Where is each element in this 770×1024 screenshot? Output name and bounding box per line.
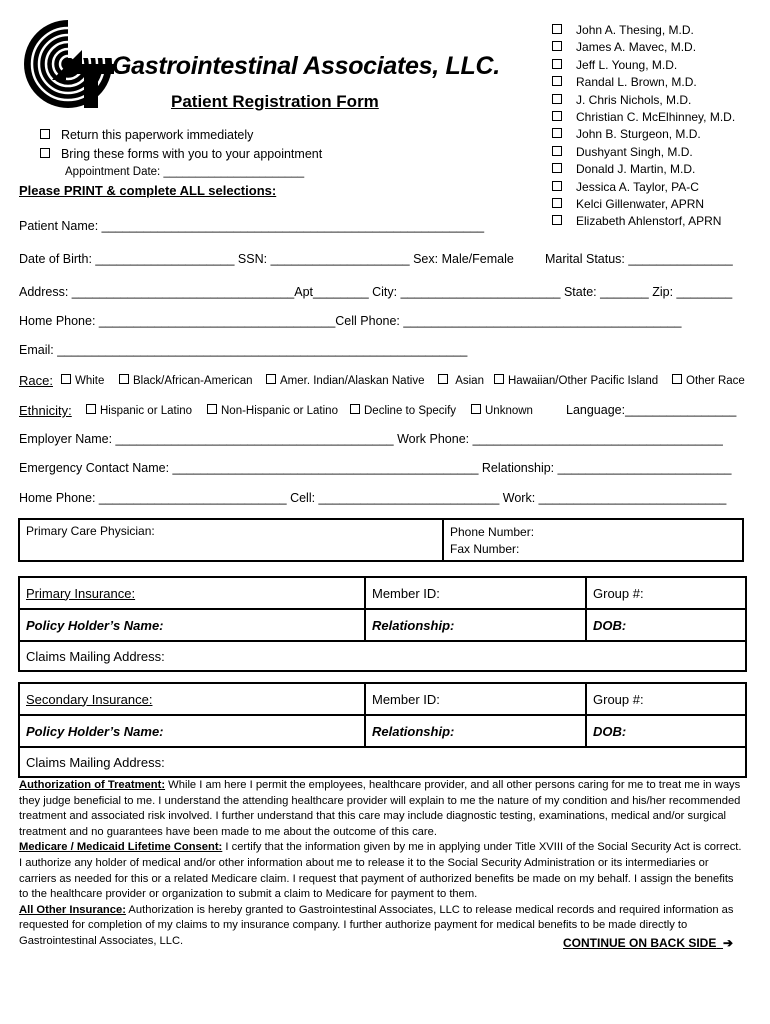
medicare-title: Medicare / Medicaid Lifetime Consent: [19, 841, 223, 854]
doctor-item[interactable]: Christian C. McElhinney, M.D. [552, 109, 735, 126]
instruction: Please PRINT & complete ALL selections: [19, 183, 277, 198]
pcp-box [18, 518, 744, 562]
primary-group[interactable]: Group #: [586, 577, 746, 609]
ethnicity-option[interactable]: Hispanic or Latino [86, 404, 192, 417]
secondary-dob[interactable]: DOB: [586, 715, 746, 747]
doctor-item[interactable]: Elizabeth Ahlenstorf, APRN [552, 213, 735, 230]
ethnicity-option[interactable]: Decline to Specify [350, 404, 456, 417]
ethnicity-label: Ethnicity: [19, 403, 72, 418]
other-insurance-title: All Other Insurance: [19, 903, 126, 916]
secondary-insurance-table [18, 682, 747, 778]
home-cell-work-field[interactable]: Home Phone: ___________________________ Cell: __________________________ Work: ___________________________ [19, 491, 727, 505]
marital-status-field[interactable]: Marital Status: _______________ [545, 252, 733, 266]
home-cell-phone-field[interactable]: Home Phone: __________________________________Cell Phone: ________________________________________ [19, 314, 682, 328]
appointment-date-field[interactable]: Appointment Date: ______________________ [65, 166, 305, 178]
race-option[interactable]: Other Race [672, 374, 745, 387]
race-row: Race: [19, 373, 53, 388]
doctor-item[interactable]: Kelci Gillenwater, APRN [552, 196, 735, 213]
secondary-insurance-field[interactable]: Secondary Insurance: [19, 683, 365, 715]
company-logo [22, 18, 114, 110]
pcp-field[interactable]: Primary Care Physician: [19, 519, 443, 561]
continue-on-back: CONTINUE ON BACK SIDE ➔ [563, 936, 734, 950]
arrow-right-icon: ➔ [723, 936, 734, 950]
option-return-immediately[interactable]: Return this paperwork immediately [40, 128, 253, 142]
primary-holder-name[interactable]: Policy Holder’s Name: [19, 609, 365, 641]
primary-relationship[interactable]: Relationship: [365, 609, 586, 641]
form-title: Patient Registration Form [171, 92, 379, 111]
other-insurance-text: Authorization is hereby granted to Gastrointestinal Associates, LLC to release medical records and required information as requested for completion of my claims to my insurance company. I further authorize payment for medical benefits to be made directly to Gastrointestinal Associates, LLC. [19, 903, 734, 947]
dob-ssn-sex-field[interactable]: Date of Birth: ____________________ SSN: ____________________ Sex: Male/Female [19, 252, 514, 266]
race-option[interactable]: Hawaiian/Other Pacific Island [494, 374, 658, 387]
patient-name-field[interactable]: Patient Name: _______________________________________________________ [19, 219, 485, 233]
checkbox[interactable] [40, 148, 50, 158]
doctor-item[interactable]: John B. Sturgeon, M.D. [552, 126, 735, 143]
authorization-section [19, 778, 745, 950]
primary-insurance-field[interactable]: Primary Insurance: [19, 577, 365, 609]
employer-field[interactable]: Employer Name: ________________________________________ Work Phone: ____________________________________ [19, 432, 723, 446]
emergency-contact-field[interactable]: Emergency Contact Name: ____________________________________________ Relationship: _________________________ [19, 461, 732, 475]
ethnicity-option[interactable]: Unknown [471, 404, 533, 417]
doctor-item[interactable]: J. Chris Nichols, M.D. [552, 92, 735, 109]
company-name: Gastrointestinal Associates, LLC. [112, 52, 500, 80]
option-bring-forms[interactable]: Bring these forms with you to your appointment [40, 147, 322, 161]
primary-dob[interactable]: DOB: [586, 609, 746, 641]
treatment-text: While I am here I permit the employees, healthcare provider, and all other persons caring for me to treat me in ways they judge beneficial to me. I understand the attending healthcare provider will explain to me the nature of my condition and his/her recommended treatment and associated risk involved. I further understand that this care may include diagnostic testing, examinations, medical and/or surgical treatment and no guarantees have been made to me about the outcome of this care. [19, 779, 741, 838]
doctor-item[interactable]: Dushyant Singh, M.D. [552, 144, 735, 161]
primary-claims-address[interactable]: Claims Mailing Address: [19, 641, 746, 671]
ethnicity-option[interactable]: Non-Hispanic or Latino [207, 404, 338, 417]
doctor-list [552, 22, 735, 231]
secondary-holder-name[interactable]: Policy Holder’s Name: [19, 715, 365, 747]
secondary-relationship[interactable]: Relationship: [365, 715, 586, 747]
pcp-phone-fax[interactable]: Phone Number: Fax Number: [443, 519, 743, 561]
doctor-item[interactable]: Jessica A. Taylor, PA-C [552, 179, 735, 196]
primary-insurance-table [18, 576, 747, 672]
doctor-item[interactable]: James A. Mavec, M.D. [552, 39, 735, 56]
race-option[interactable]: Amer. Indian/Alaskan Native [266, 374, 424, 387]
doctor-item[interactable]: Donald J. Martin, M.D. [552, 161, 735, 178]
secondary-group[interactable]: Group #: [586, 683, 746, 715]
secondary-claims-address[interactable]: Claims Mailing Address: [19, 747, 746, 777]
checkbox[interactable] [40, 129, 50, 139]
primary-member-id[interactable]: Member ID: [365, 577, 586, 609]
race-option[interactable]: Black/African-American [119, 374, 253, 387]
doctor-item[interactable]: Jeff L. Young, M.D. [552, 57, 735, 74]
doctor-item[interactable]: Randal L. Brown, M.D. [552, 74, 735, 91]
address-field[interactable]: Address: ________________________________Apt________ City: _______________________ State: _______ Zip: ________ [19, 285, 733, 299]
language-field[interactable]: Language:________________ [566, 403, 737, 417]
medicare-text: I certify that the information given by me in applying under Title XVIII of the Social Security Act is correct. I authorize any holder of medical and/or other information about me to release it to the Social Security Administration or its intermediaries or carriers as needed for this or a related Medicare claim. I request that payment of authorized benefits be made on my behalf. I assign the benefits to the healthcare provider or organization to submit a claim to Medicare for payment to them. [19, 841, 742, 901]
race-option[interactable]: White [61, 374, 104, 387]
email-field[interactable]: Email: ___________________________________________________________ [19, 343, 468, 357]
doctor-item[interactable]: John A. Thesing, M.D. [552, 22, 735, 39]
race-option[interactable]: Asian [438, 374, 484, 387]
treatment-title: Authorization of Treatment: [19, 779, 166, 791]
secondary-member-id[interactable]: Member ID: [365, 683, 586, 715]
